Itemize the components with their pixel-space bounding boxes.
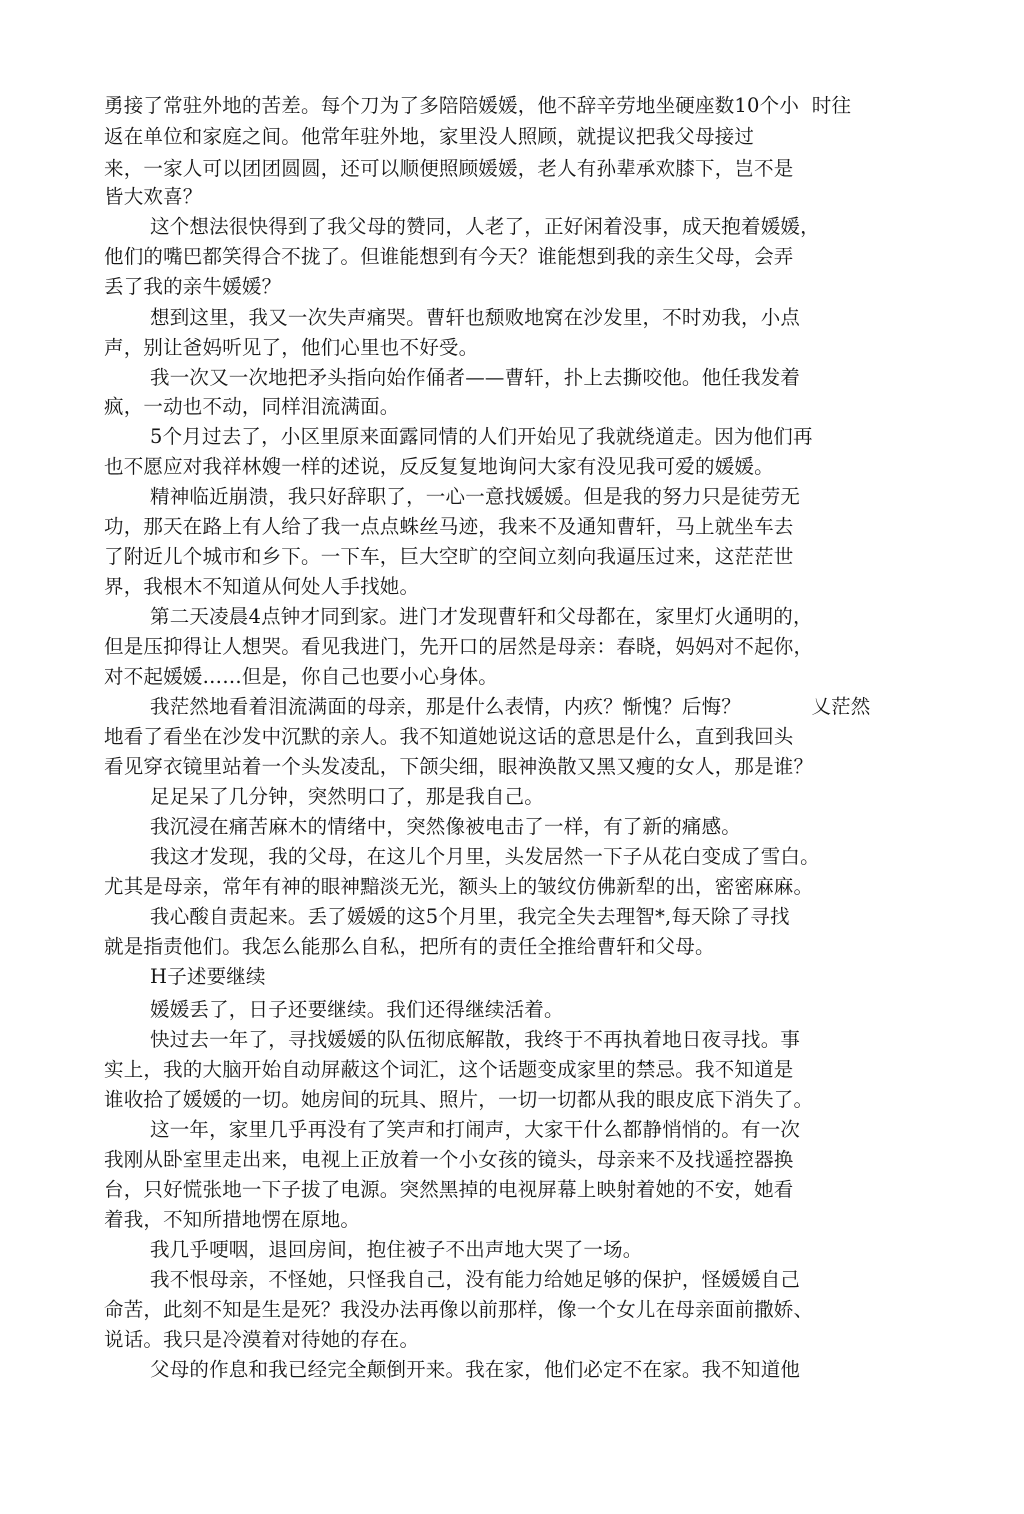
text-line: 了附近儿个城市和乡下。一下车，巨大空旷的空间立刻向我逼压过来，这茫茫世: [104, 545, 794, 568]
text-line: 说话。我只是冷漠着对待她的存在。: [104, 1328, 420, 1351]
text-line: 尤其是母亲，常年有神的眼神黯淡无光，额头上的皱纹仿佛新犁的出，密密麻麻。: [104, 875, 814, 898]
text-line: 这一年，家里几乎再没有了笑声和打闹声，大家干什么都静悄悄的。有一次: [150, 1118, 801, 1141]
text-line: 就是指责他们。我怎么能那么自私，把所有的责任全推给曹轩和父母。: [104, 935, 715, 958]
text-line: 我刚从卧室里走出来，电视上正放着一个小女孩的镜头，母亲来不及找遥控器换: [104, 1148, 794, 1171]
text-line: 足足呆了几分钟，突然明口了，那是我自己。: [150, 785, 545, 808]
text-line: 实上，我的大脑开始自动屏蔽这个词汇，这个话题变成家里的禁忌。我不知道是: [104, 1058, 794, 1081]
text-line: 5个月过去了，小区里原来面露同情的人们开始见了我就绕道走。因为他们再: [150, 425, 813, 448]
text-line: 我沉浸在痛苦麻木的情绪中，突然像被电击了一样，有了新的痛感。: [150, 815, 742, 838]
text-line: 但是压抑得让人想哭。看见我进门，先开口的居然是母亲：春晓，妈妈对不起你，: [104, 635, 814, 658]
text-line: 我一次又一次地把矛头指向始作俑者——曹轩，扑上去撕咬他。他任我发着: [150, 366, 801, 389]
text-line: 精神临近崩溃，我只好辞职了，一心一意找媛媛。但是我的努力只是徒劳无: [150, 485, 801, 508]
text-line: 台，只好慌张地一下子拔了电源。突然黑掉的电视屏幕上映射着她的不安，她看: [104, 1178, 794, 1201]
text-line: 媛媛丢了，日子还要继续。我们还得继续活着。: [150, 998, 564, 1021]
text-line: 来，一家人可以团团圆圆，还可以顺便照顾媛媛，老人有孙辈承欢膝下，岂不是: [104, 157, 794, 180]
text-line: 返在单位和家庭之间。他常年驻外地，家里没人照顾，就提议把我父母接过: [104, 125, 755, 148]
text-line: 快过去一年了，寻找媛媛的队伍彻底解散，我终于不再执着地日夜寻找。事: [150, 1028, 801, 1051]
text-line: 界，我根木不知道从何处人手找她。: [104, 575, 420, 598]
text-line: 命苦，此刻不知是生是死？我没办法再像以前那样，像一个女儿在母亲面前撒娇、: [104, 1298, 814, 1321]
text-line: 他们的嘴巴都笑得合不拢了。但谁能想到有今天？谁能想到我的亲生父母，会弄: [104, 245, 794, 268]
text-line: 功，那天在路上有人给了我一点点蛛丝马迹，我来不及通知曹轩，马上就坐车去: [104, 515, 794, 538]
text-line: 勇接了常驻外地的苦差。每个刀为了多陪陪媛媛，他不辞辛劳地坐硬座数10个小 时往: [104, 94, 852, 117]
text-line: 丢了我的亲牛媛媛？: [104, 275, 282, 298]
text-line: 第二天凌晨4点钟才同到家。进门才发现曹轩和父母都在，家里灯火通明的，: [150, 605, 813, 628]
text-line: 看见穿衣镜里站着一个头发凌乱，下颌尖细，眼神涣散又黑又瘦的女人，那是谁？: [104, 755, 814, 778]
text-line: 这个想法很快得到了我父母的赞同，人老了，正好闲着没事，成天抱着媛媛，: [150, 215, 820, 238]
text-line: 想到这里，我又一次失声痛哭。曹轩也颓败地窝在沙发里，不时劝我，小点: [150, 306, 801, 329]
text-line: 谁收拾了媛媛的一切。她房间的玩具、照片，一切一切都从我的眼皮底下消失了。: [104, 1088, 814, 1111]
text-line: 着我，不知所措地愣在原地。: [104, 1208, 361, 1231]
text-line: 我几乎哽咽，退回房间，抱住被子不出声地大哭了一场。: [150, 1238, 643, 1261]
text-line: 也不愿应对我祥林嫂一样的述说，反反复复地询问大家有没见我可爱的媛媛。: [104, 455, 774, 478]
text-line: 我茫然地看着泪流满面的母亲，那是什么表情，内疚？惭愧？后悔？ 乂茫然: [150, 695, 871, 718]
text-line: 父母的作息和我已经完全颠倒开来。我在家，他们必定不在家。我不知道他: [150, 1358, 801, 1381]
text-line: 我心酸自责起来。丢了媛媛的这5个月里，我完全失去理智*,每天除了寻找: [150, 905, 790, 928]
text-line: 声，别让爸妈听见了，他们心里也不好受。: [104, 336, 479, 359]
text-line: 疯，一动也不动，同样泪流满面。: [104, 395, 400, 418]
text-line: 我这才发现，我的父母，在这儿个月里，头发居然一下子从花白变成了雪白。: [150, 845, 820, 868]
text-line: 对不起媛媛……但是，你自己也要小心身体。: [104, 665, 499, 688]
text-line: 地看了看坐在沙发中沉默的亲人。我不知道她说这话的意思是什么，直到我回头: [104, 725, 794, 748]
text-line: 皆大欢喜？: [104, 185, 203, 208]
section-heading: H子述要继续: [150, 965, 266, 988]
text-line: 我不恨母亲，不怪她，只怪我自己，没有能力给她足够的保护，怪媛媛自己: [150, 1268, 801, 1291]
